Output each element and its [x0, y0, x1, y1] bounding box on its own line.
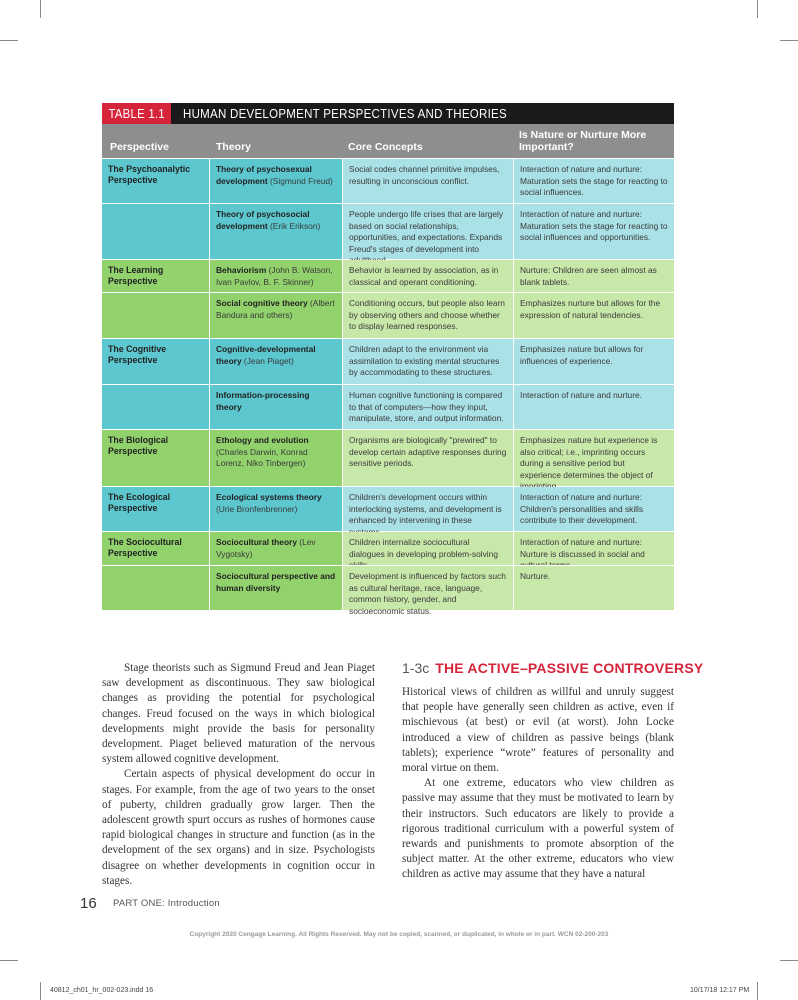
header-perspective: Perspective	[110, 141, 169, 153]
perspective-cell: The Sociocultural Perspective	[102, 532, 209, 565]
perspective-cell: The Psychoanalytic Perspective	[102, 159, 209, 203]
section-heading	[402, 660, 703, 676]
crop-mark	[757, 0, 758, 18]
theory-cell: Social cognitive theory (Albert Bandura and others)	[210, 293, 342, 338]
table-row	[102, 532, 674, 565]
crop-mark	[0, 40, 18, 41]
perspective-cell: The Learning Perspective	[102, 260, 209, 292]
nature-nurture-cell: Emphasizes nature but allows for influences of experience.	[514, 339, 674, 384]
section-number: 1-3c	[402, 660, 430, 676]
nature-nurture-cell: Interaction of nature and nurture.	[514, 385, 674, 429]
core-concept-cell: People undergo life crises that are largely based on social relationships, opportunities, and expectations. Expands Freud's stages of development into	[343, 204, 513, 259]
body-paragraph: Stage theorists such as Sigmund Freud and Jean Piaget saw development as discontinuous. They saw biological changes as providing the potential for psychological changes. Freud focused on the ways in which biological developments might provide the basis for personality development. Piaget believed maturation of the nervous system allowed cognitive development.	[102, 662, 375, 766]
left-text-column	[102, 661, 375, 889]
perspective-cell: The Ecological Perspective	[102, 487, 209, 531]
body-paragraph: At one extreme, educators who view children as passive may assume that they must be motivated to learn by their instructors. Such educators are likely to provide a rigorous traditional curriculum with a powerful system of rewards and punishments to promote absorption of the subject matter. At the other extreme, educators who view children as active may assume that they have a natural	[402, 777, 674, 881]
theory-cell: Ethology and evolution (Charles Darwin, Konrad Lorenz, Niko Tinbergen)	[210, 430, 342, 486]
crop-mark	[40, 0, 41, 18]
crop-mark	[40, 982, 41, 1000]
core-concept-cell: Children internalize sociocultural dialogues in developing problem-solving	[343, 532, 513, 565]
perspective-cell: The Biological Perspective	[102, 430, 209, 486]
body-paragraph: Historical views of children as willful and unruly suggest that people have generally seen children as active, even if mischievous (at best) or evil (at worst). John Locke introduced a view of children as passive beings (blank tablets); experience “wrote” features of personality and moral virtue on them.	[402, 686, 674, 775]
table-row	[102, 566, 674, 616]
theory-cell: Sociocultural perspective and human diversity	[210, 566, 342, 610]
theory-cell: Cognitive-developmental theory (Jean Piaget)	[210, 339, 342, 384]
core-concept-cell: Organisms are biologically "prewired" to develop certain adaptive responses during sensitive periods.	[343, 430, 513, 486]
crop-mark	[757, 982, 758, 1000]
nature-nurture-cell: Emphasizes nature but experience is also critical; i.e., imprinting occurs during a sensitive period but experience determines the object of	[514, 430, 674, 486]
nature-nurture-cell: Nurture.	[514, 566, 674, 610]
part-label: PART ONE: Introduction	[113, 898, 220, 909]
table-title-bar	[102, 103, 674, 124]
perspective-cell	[102, 204, 209, 259]
nature-nurture-cell: Nurture: Children are seen almost as blank tablets.	[514, 260, 674, 292]
table-row	[102, 430, 674, 486]
table-row	[102, 159, 674, 203]
table-header	[102, 124, 674, 158]
table-row	[102, 293, 674, 338]
header-core-concepts: Core Concepts	[348, 141, 423, 153]
table-title: HUMAN DEVELOPMENT PERSPECTIVES AND THEORIES	[183, 106, 508, 121]
crop-mark	[0, 960, 18, 961]
theory-cell: Theory of psychosexual development (Sigmund Freud)	[210, 159, 342, 203]
right-text-column	[402, 685, 674, 883]
copyright-notice: Copyright 2020 Cengage Learning. All Rights Reserved. May not be copied, scanned, or duplicated, in whole or in part. WCN 02-200-203	[189, 931, 609, 938]
theory-cell: Ecological systems theory (Urie Bronfenbrenner)	[210, 487, 342, 531]
core-concept-cell: Conditioning occurs, but people also learn by observing others and choose whether to display learned responses.	[343, 293, 513, 338]
slug-date: 10/17/18 12:17 PM	[690, 987, 750, 994]
nature-nurture-cell: Interaction of nature and nurture: Maturation sets the stage for reacting to social influences and opportunities.	[514, 204, 674, 259]
nature-nurture-cell: Emphasizes nurture but allows for the expression of natural tendencies.	[514, 293, 674, 338]
core-concept-cell: Social codes channel primitive impulses, resulting in unconscious conflict.	[343, 159, 513, 203]
page-number: 16	[80, 895, 97, 912]
core-concept-cell: Children's development occurs within interlocking systems, and development is enhanced by intervening in these	[343, 487, 513, 531]
table-row	[102, 385, 674, 429]
nature-nurture-cell: Interaction of nature and nurture: Maturation sets the stage for reacting to social influences.	[514, 159, 674, 203]
section-title: THE ACTIVE–PASSIVE CONTROVERSY	[435, 660, 704, 676]
table-row	[102, 204, 674, 259]
core-concept-cell: Development is influenced by factors such as cultural heritage, race, language, common history, gender, and socioeconomic status.	[343, 566, 513, 610]
theory-cell: Sociocultural theory (Lev Vygotsky)	[210, 532, 342, 565]
perspective-cell	[102, 566, 209, 610]
header-nature-nurture: Is Nature or Nurture More Important?	[519, 129, 647, 153]
table-number: TABLE 1.1	[102, 103, 171, 124]
header-theory: Theory	[216, 141, 252, 153]
theory-cell: Theory of psychosocial development (Erik Erikson)	[210, 204, 342, 259]
crop-mark	[780, 40, 798, 41]
perspective-cell	[102, 385, 209, 429]
perspective-cell	[102, 293, 209, 338]
body-paragraph: Certain aspects of physical development do occur in stages. For example, from the age of two years to the onset of puberty, children gradually grow larger. Then the adolescent growth spurt occurs as rushes of hormones cause rapid biological changes in structure and function (as in the development of the sex organs) and in size. Psychologists disagree on whether developments in cognition occur in stages.	[102, 768, 375, 887]
theory-cell: Behaviorism (John B. Watson, Ivan Pavlov, B. F. Skinner)	[210, 260, 342, 292]
table-row	[102, 339, 674, 384]
nature-nurture-cell: Interaction of nature and nurture: Nurture is discussed in social and	[514, 532, 674, 565]
nature-nurture-cell: Interaction of nature and nurture: Children's personalities and skills contribute to their development.	[514, 487, 674, 531]
theory-cell: Information-processing theory	[210, 385, 342, 429]
perspective-cell: The Cognitive Perspective	[102, 339, 209, 384]
crop-mark	[780, 960, 798, 961]
core-concept-cell: Children adapt to the environment via assimilation to existing mental structures by accommodating to these structures.	[343, 339, 513, 384]
table-row	[102, 260, 674, 292]
slug-filename: 40812_ch01_hr_002-023.indd 16	[50, 987, 154, 994]
core-concept-cell: Behavior is learned by association, as in classical and operant conditioning.	[343, 260, 513, 292]
table-row	[102, 487, 674, 531]
core-concept-cell: Human cognitive functioning is compared to that of computers—how they input, manipulate, store, and output information.	[343, 385, 513, 429]
